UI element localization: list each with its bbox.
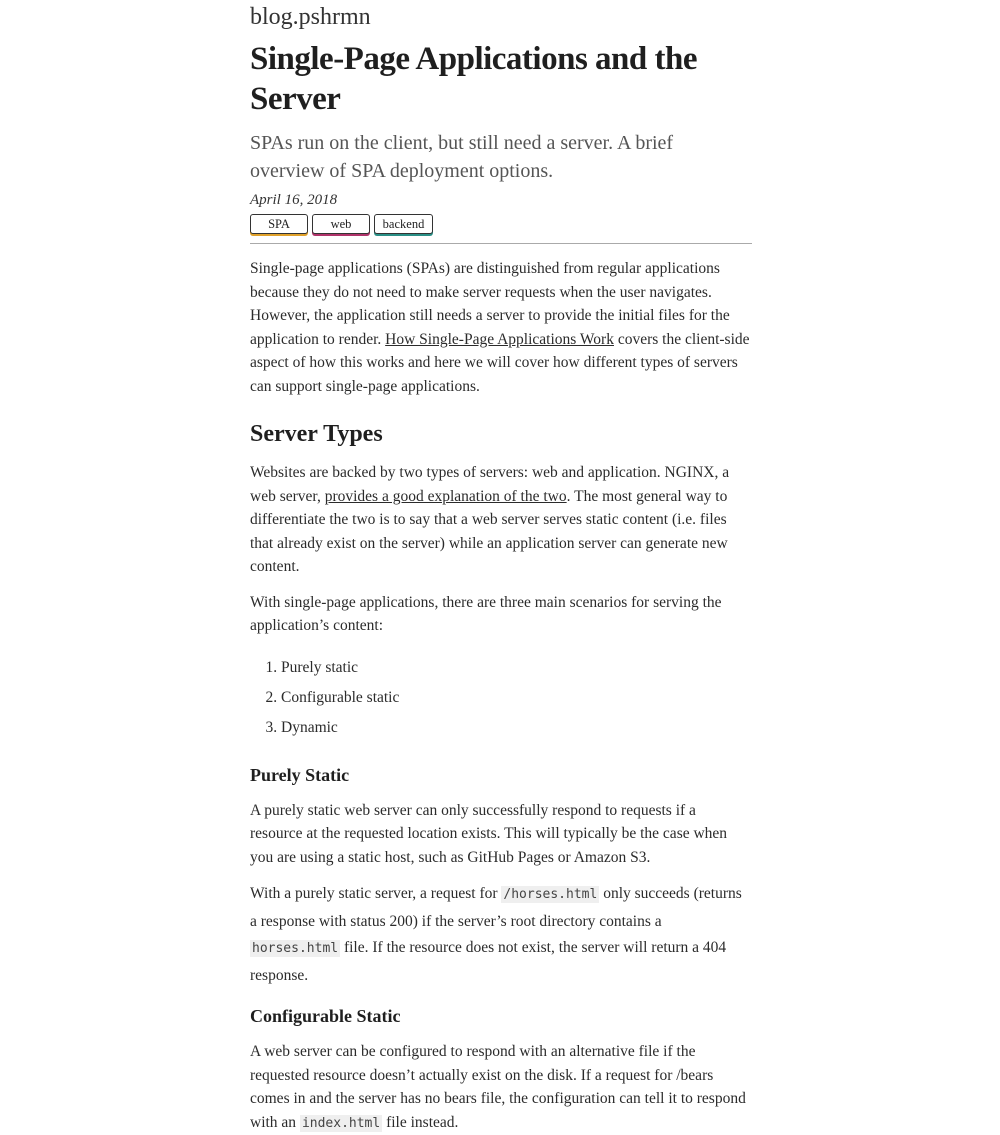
configurable-static-text-1b: file instead. xyxy=(382,1113,459,1131)
server-types-text-1a: Websites are backed by two types of servers: web and application. NGINX, a web server, xyxy=(250,464,730,505)
horses-path-code: /horses.html xyxy=(503,887,598,902)
server-types-paragraph-1 xyxy=(250,461,752,579)
purely-static-text-2c: file. If the resource does not exist, the server will return a 404 response. xyxy=(250,939,727,984)
configurable-static-paragraph-1 xyxy=(250,1040,752,1135)
intro-paragraph xyxy=(250,257,752,398)
how-spa-work-link[interactable]: How Single-Page Applications Work xyxy=(385,330,614,348)
configurable-static-heading: Configurable Static xyxy=(250,1006,401,1026)
list-item: 2. Configurable static xyxy=(281,686,752,709)
purely-static-text-2a: With a purely static server, a request for xyxy=(250,885,502,902)
intro-text-2: covers the client-side aspect of how this works and here we will cover how different types of servers can support single-page applications. xyxy=(250,330,750,395)
scenario-list xyxy=(250,656,752,739)
list-item: 1. Purely static xyxy=(281,656,752,679)
tag-web[interactable]: web xyxy=(312,214,370,234)
purely-static-paragraph-2 xyxy=(250,881,752,989)
server-types-paragraph-2: With single-page applications, there are three main scenarios for serving the application’s content: xyxy=(250,593,722,634)
list-item: 3. Dynamic xyxy=(281,716,752,739)
header-divider xyxy=(250,243,752,244)
publish-date: April 16, 2018 xyxy=(250,192,338,208)
horses-file-code: horses.html xyxy=(252,941,339,956)
purely-static-text-2b: only succeeds (returns a response with status 200) if the server’s root directory contains a xyxy=(250,885,742,930)
purely-static-heading: Purely Static xyxy=(250,764,350,785)
server-types-heading: Server Types xyxy=(250,421,383,447)
intro-text-1: Single-page applications (SPAs) are distinguished from regular applications because they do not need to make server requests when the user navigates. However, the application still needs a server to provide the initial files for the application to render. xyxy=(250,260,730,348)
article xyxy=(250,0,752,1135)
nginx-explanation-link[interactable]: provides a good explanation of the two xyxy=(324,487,567,505)
tag-spa[interactable]: SPA xyxy=(250,214,308,234)
tag-list xyxy=(250,214,752,236)
purely-static-paragraph-1: A purely static web server can only successfully respond to requests if a resource at the requested location exists. This will typically be the case when you are using a static host, such as GitHub Pages or Amazon S3. xyxy=(250,801,728,866)
site-name-link[interactable]: blog.pshrmn xyxy=(250,4,371,30)
page-subtitle: SPAs run on the client, but still need a server. A brief overview of SPA deployment options. xyxy=(250,132,674,182)
index-file-code: index.html xyxy=(301,1115,381,1131)
server-types-text-1b: . The most general way to differentiate the two is to say that a web server serves static content (i.e. files that already exist on the server) while an application server can generate new content. xyxy=(250,487,728,575)
configurable-static-text-1a: A web server can be configured to respond with an alternative file if the requested resource doesn’t actually exist on the disk. If a request for /bears comes in and the server has no bears file, the configuration can tell it to respond with an xyxy=(250,1043,746,1131)
page-title: Single-Page Applications and the Server xyxy=(250,41,697,117)
tag-backend[interactable]: backend xyxy=(374,214,433,234)
